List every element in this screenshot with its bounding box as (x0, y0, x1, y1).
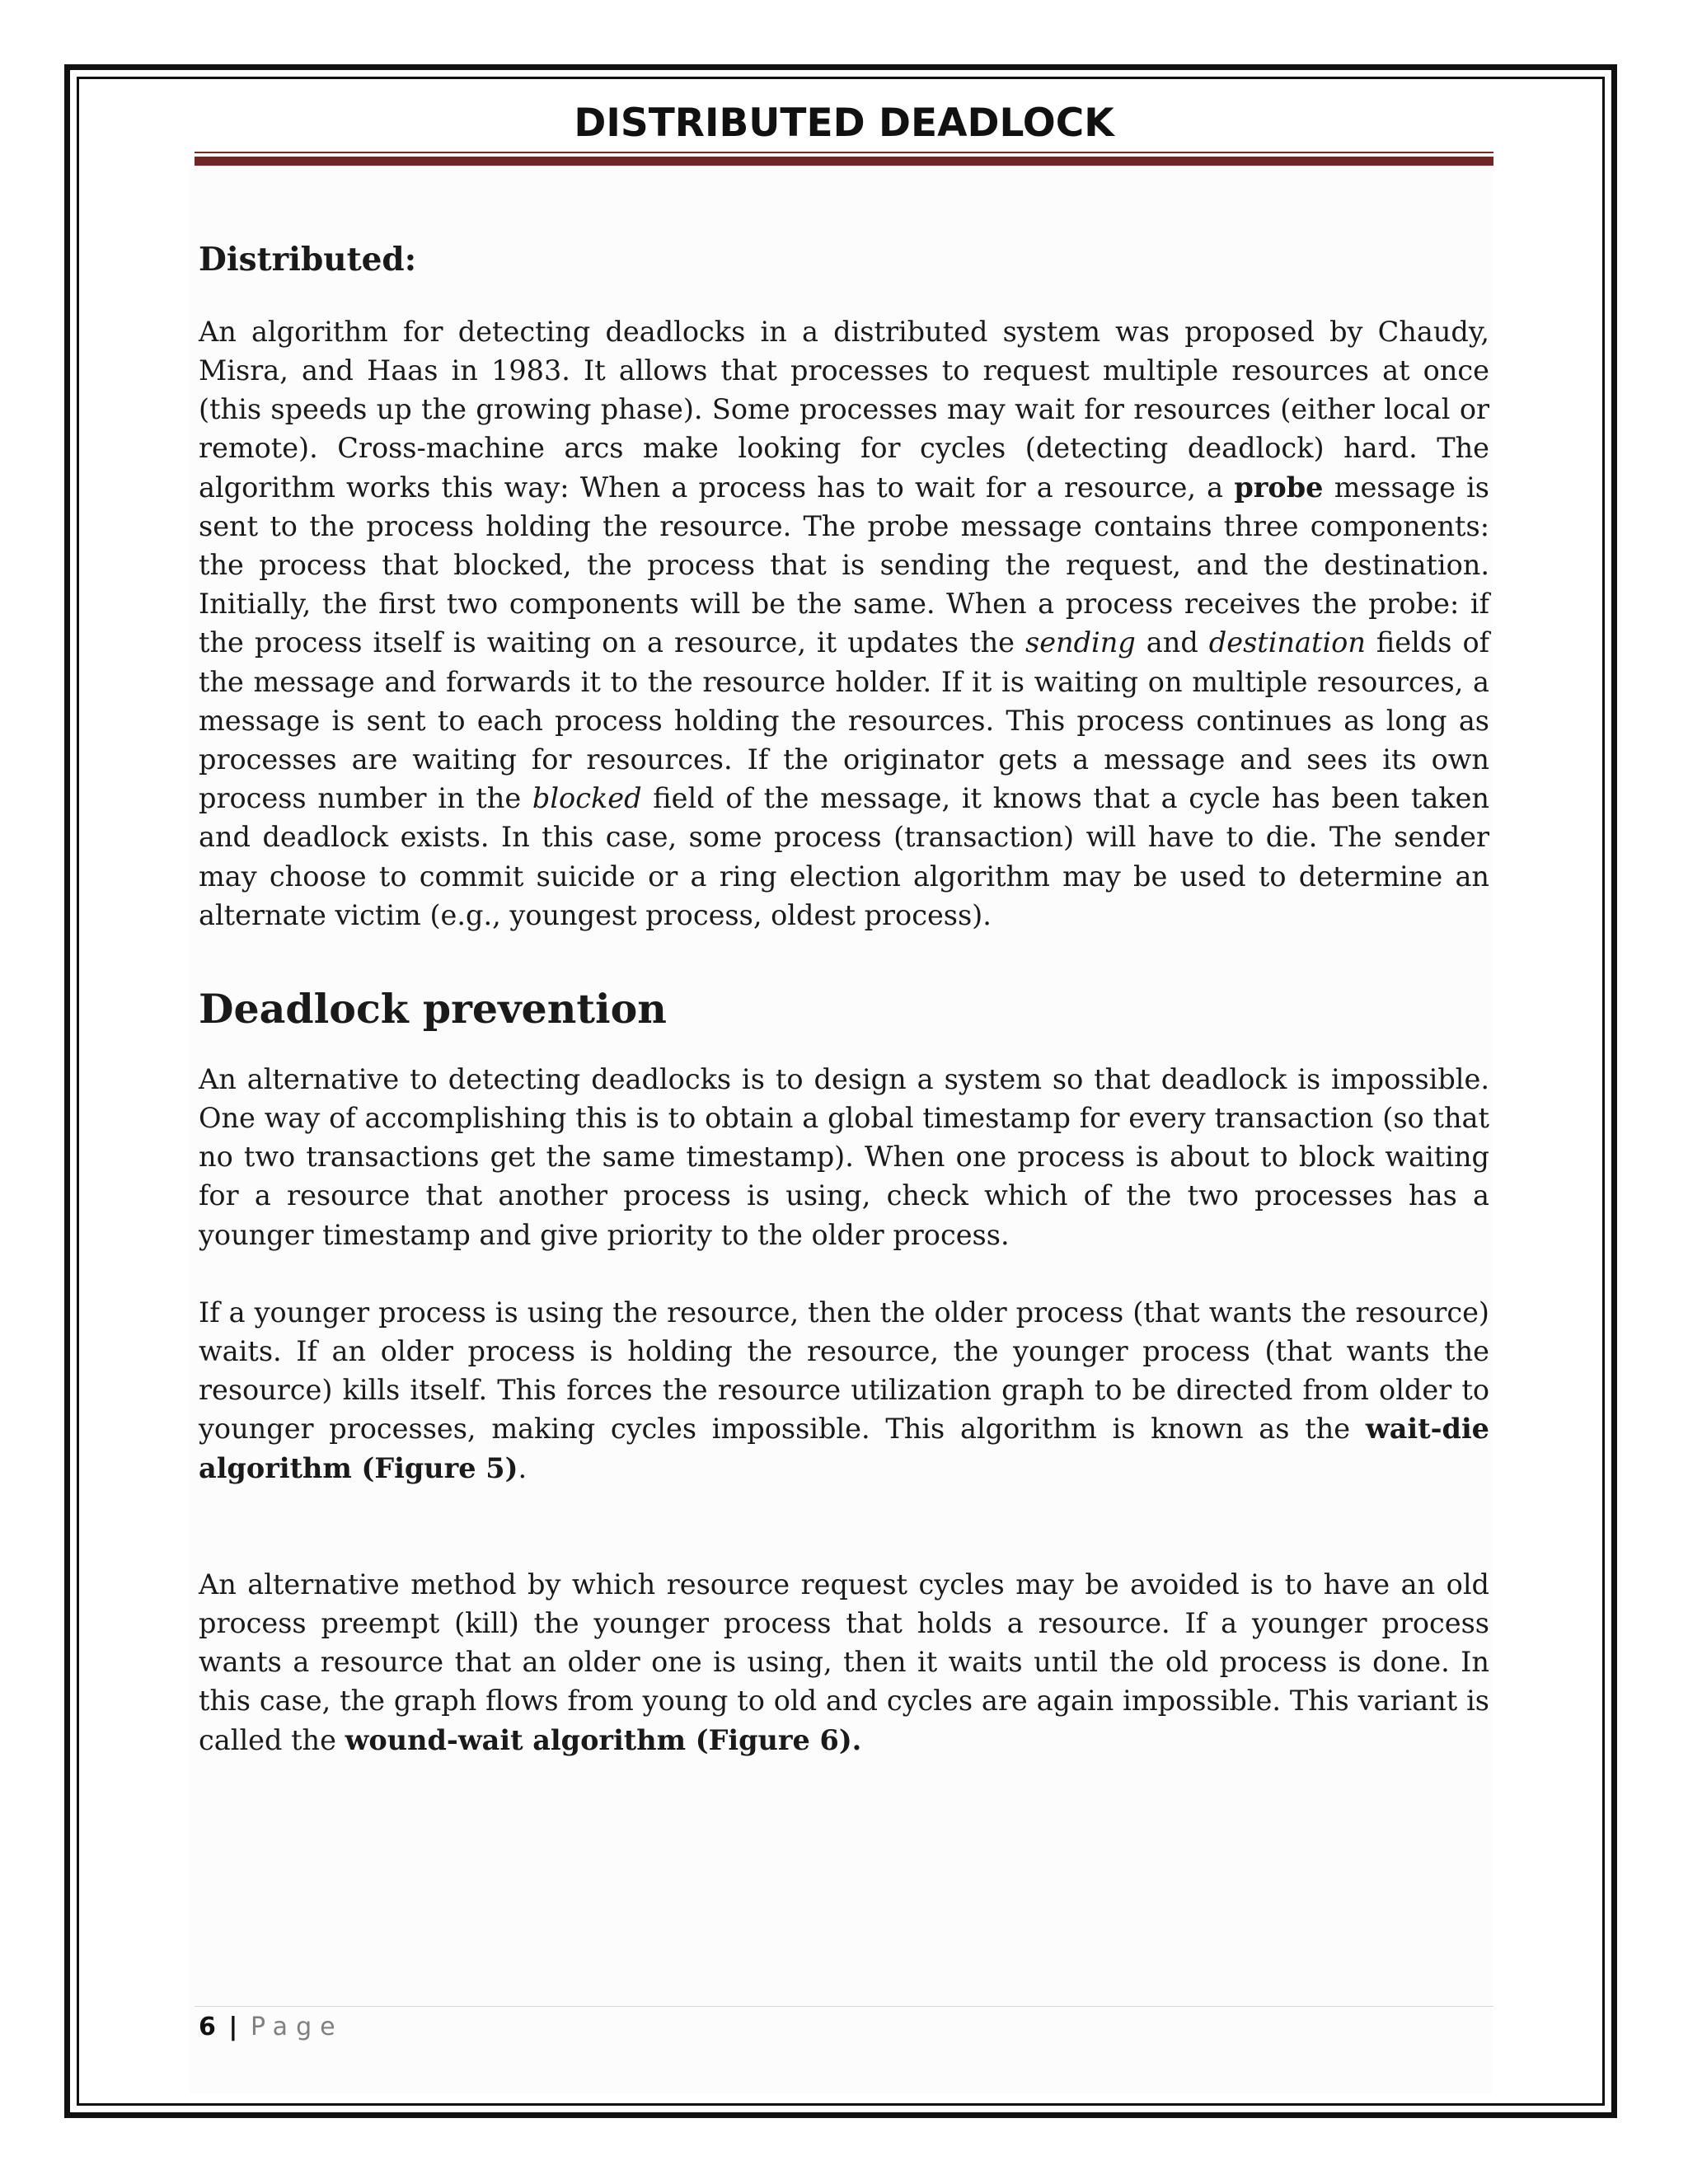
wait-die-term: wait-die algorithm (Figure 5) (199, 1413, 1489, 1484)
blocked-term: blocked (532, 782, 642, 815)
prevention-heading: Deadlock prevention (199, 985, 667, 1033)
page-label: Page (250, 2013, 344, 2041)
prevention-p2-end: . (518, 1451, 528, 1484)
sending-term: sending (1025, 626, 1136, 659)
prevention-section (199, 985, 1489, 1760)
prevention-p2-text: If a younger process is using the resource, then the older process (that wants the resource) waits. If an older process is holding the resource, the younger process (that wants the resource) kills itself. This forces the resource utilization graph to be directed from older to younger processes, making cycles impossible. This algorithm is known as the (199, 1296, 1489, 1446)
distributed-heading: Distributed: (199, 241, 417, 279)
distributed-text-3: and (1135, 626, 1209, 659)
footer-separator: | (228, 2013, 238, 2041)
destination-term: destination (1208, 626, 1366, 659)
probe-term: probe (1234, 471, 1324, 504)
footer-rule (195, 2006, 1493, 2007)
prevention-paragraph-1: An alternative to detecting deadlocks is to design a system so that deadlock is impossible. One way of accomplishing this is to obtain a global timestamp for every transaction (so that no two transactions get the same timestamp). When one process is about to block waiting for a resource that another process is using, check which of the two processes has a younger timestamp and give priority to the older process. (199, 1062, 1489, 1251)
distributed-section (199, 241, 1489, 935)
prevention-p3-text: An alternative method by which resource request cycles may be avoided is to have an old process preempt (kill) the younger process that holds a resource. If a younger process wants a resource that an older one is using, then it waits until the old process is done. In this case, the graph flows from young to old and cycles are again impossible. This variant is called the (199, 1568, 1489, 1756)
distributed-text-1: An algorithm for detecting deadlocks in a distributed system was proposed by Chaudy, Misra, and Haas in 1983. It allows that processes to request multiple resources at once (this speeds up the growing phase). Some processes may wait for resources (either local or remote). Cross-machine arcs make looking for cycles (detecting deadlock) hard. The algorithm works this way: When a process has to wait for a resource, a (199, 315, 1489, 504)
distributed-text-4: fields of the message and forwards it to the resource holder. If it is waiting on multiple resources, a message is sent to each process holding the resources. This process continues as long as processes are waiting for resources. If the originator gets a message and sees its own process number in the (199, 626, 1490, 815)
page-title: DISTRIBUTED DEADLOCK (574, 101, 1114, 146)
prevention-paragraph-2 (199, 1293, 1489, 1488)
distributed-text-2: message is sent to the process holding the resource. The probe message contains three components: the process that blocked, the process that is sending the request, and the destination. Initially, the first two components will be the same. When a process receives the probe: if the process itself is waiting on a resource, it updates the (199, 471, 1489, 659)
header-rule-thick (195, 157, 1493, 166)
distributed-paragraph (199, 312, 1489, 935)
page-footer (199, 2013, 344, 2041)
distributed-text-5: field of the message, it knows that a cycle has been taken and deadlock exists. In this case, some process (transaction) will have to die. The sender may choose to commit suicide or a ring election algorithm may be used to determine an alternate victim (e.g., youngest process, oldest process). (199, 782, 1489, 931)
prevention-paragraph-3 (199, 1565, 1489, 1760)
page-number: 6 (199, 2013, 216, 2041)
header-rule-thin (195, 152, 1493, 153)
wound-wait-term: wound-wait algorithm (Figure 6). (345, 1723, 862, 1756)
